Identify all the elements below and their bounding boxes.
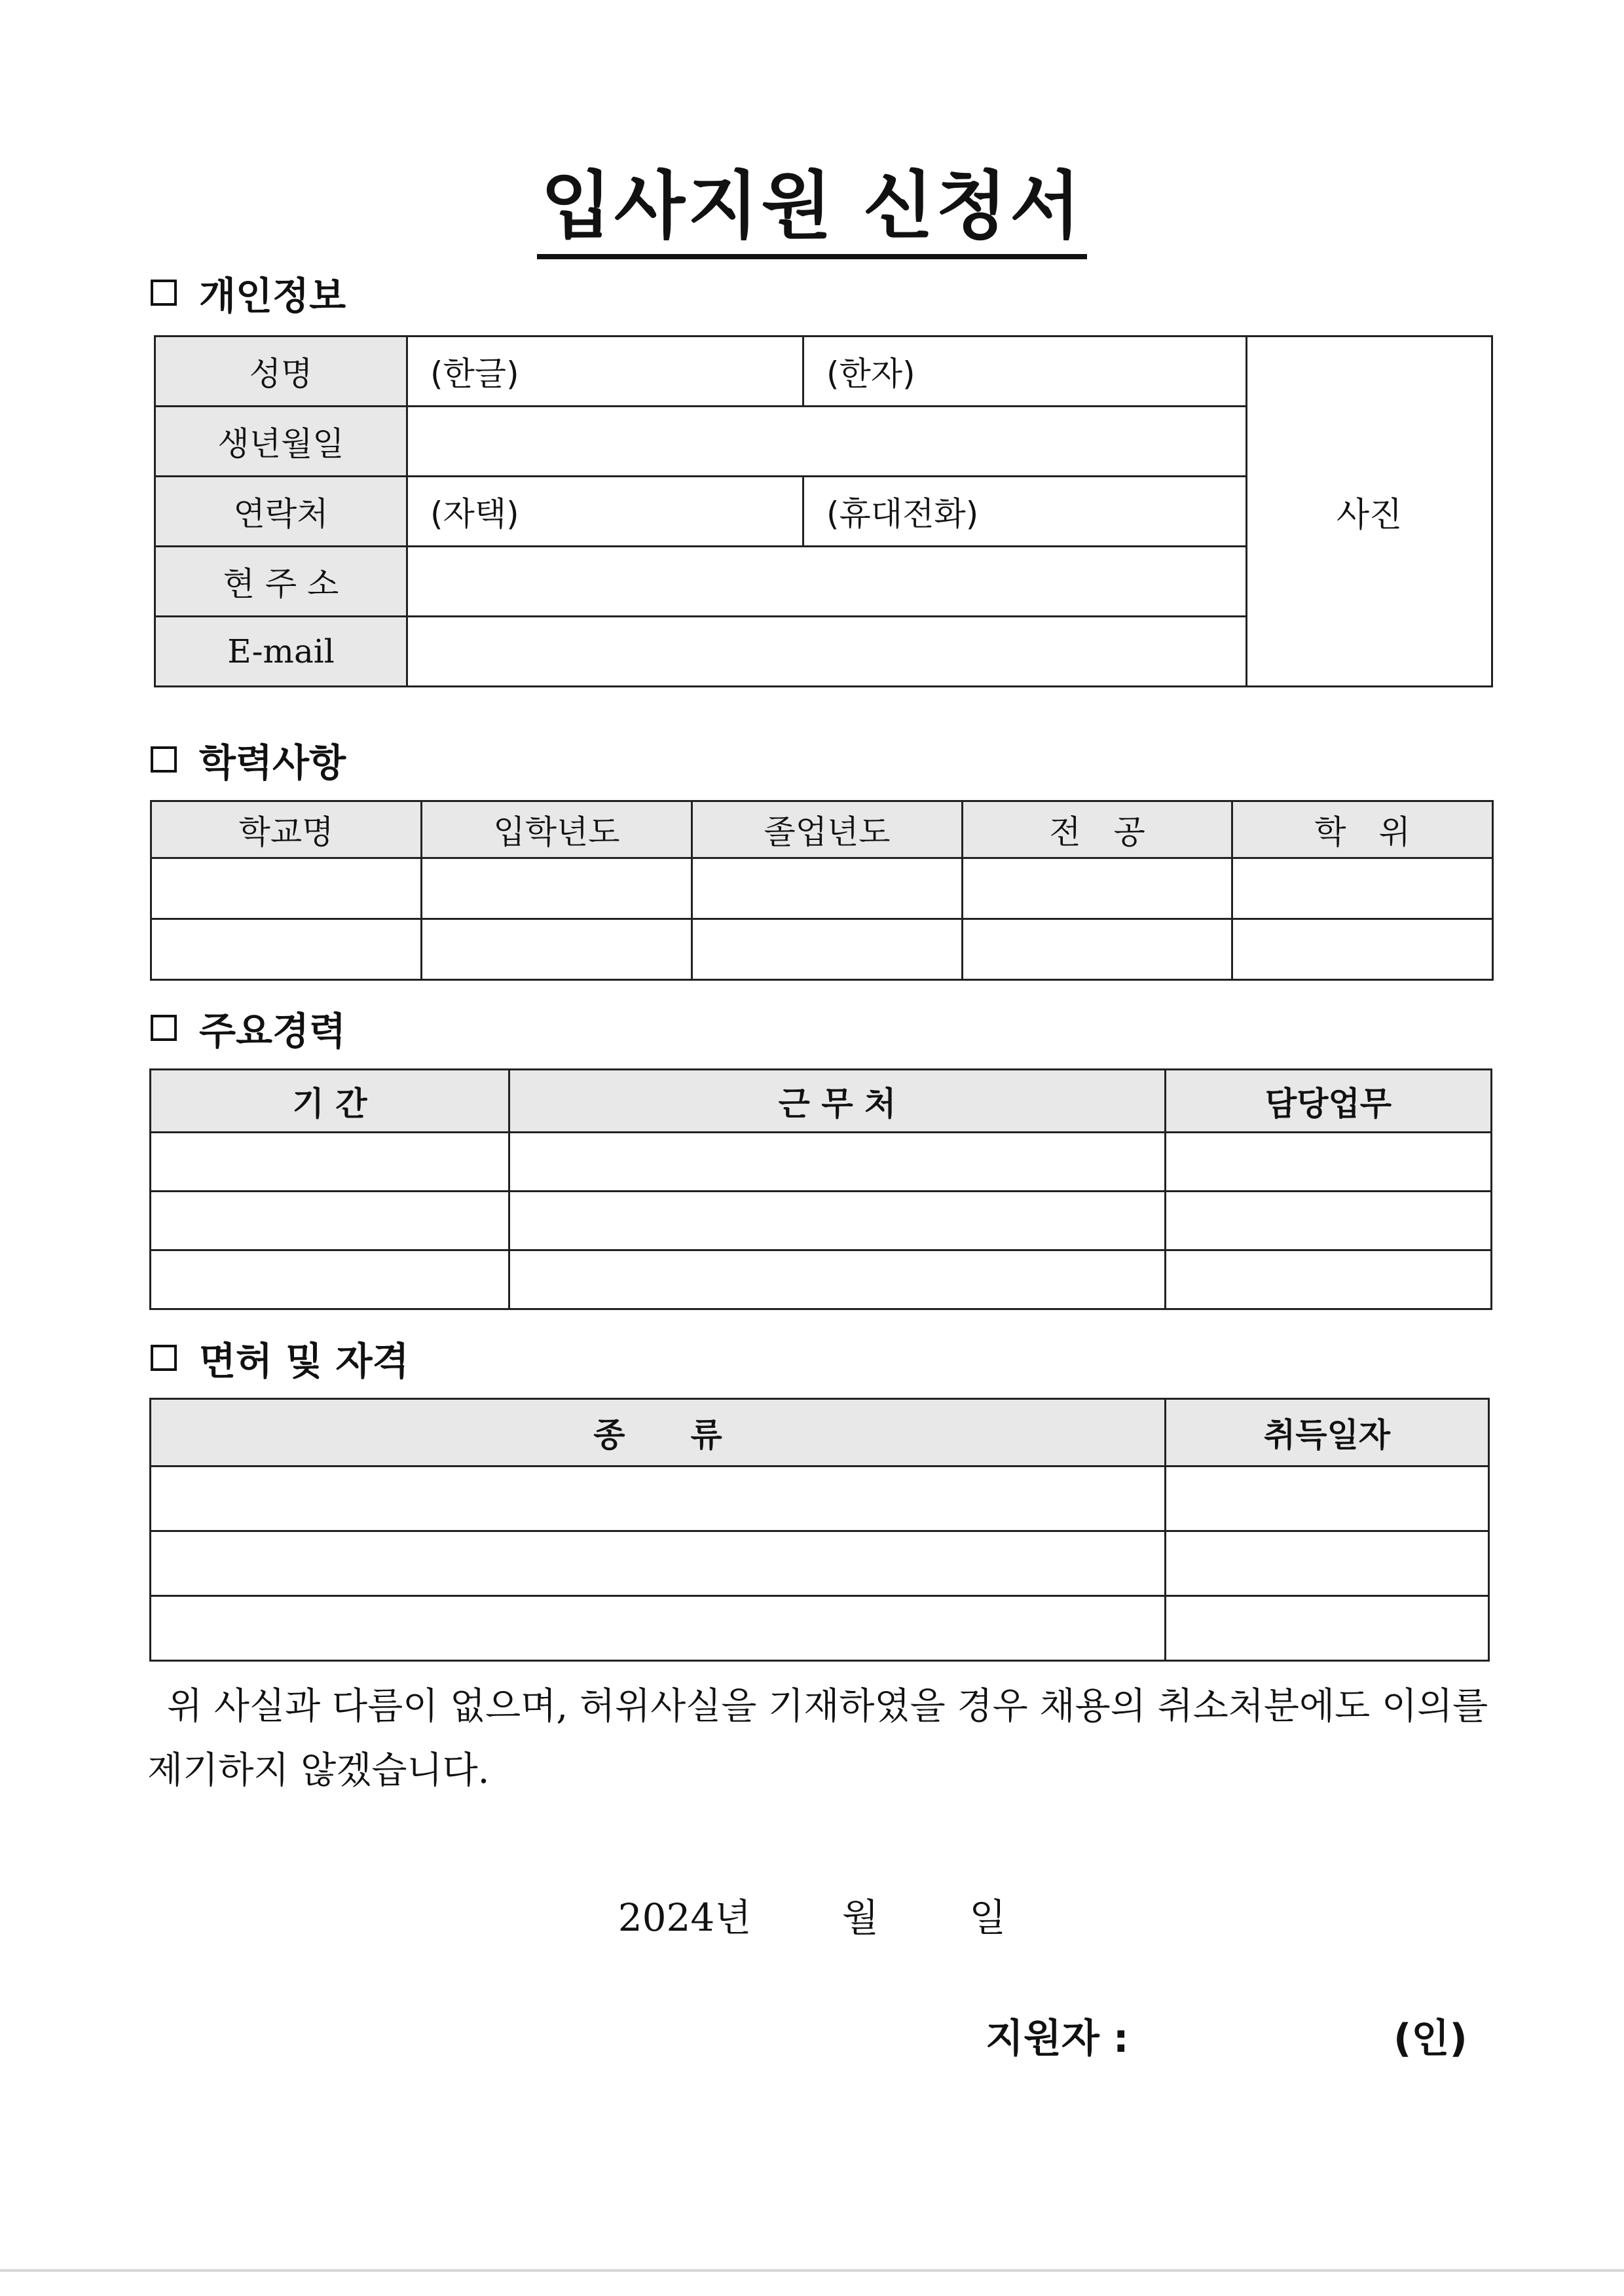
career-header-workplace: 근 무 처 (509, 1070, 1166, 1133)
education-header-entry-year: 입학년도 (422, 801, 692, 858)
address-field[interactable] (407, 547, 1247, 617)
table-row (151, 858, 1493, 919)
section-heading-personal: 개인정보 (151, 265, 346, 320)
table-row (151, 1192, 1492, 1250)
seal-mark[interactable]: (인) (1393, 2016, 1467, 2062)
education-cell[interactable] (963, 919, 1232, 980)
name-hanja-field[interactable]: (한자) (803, 337, 1247, 407)
address-label: 현 주 소 (155, 547, 407, 617)
career-cell[interactable] (509, 1133, 1166, 1192)
license-cell[interactable] (151, 1596, 1166, 1661)
career-cell[interactable] (151, 1250, 509, 1309)
name-label: 성명 (155, 337, 407, 407)
education-cell[interactable] (151, 858, 422, 919)
education-cell[interactable] (422, 858, 692, 919)
career-cell[interactable] (509, 1192, 1166, 1250)
scan-edge-line (0, 2269, 1624, 2272)
career-cell[interactable] (1166, 1250, 1492, 1309)
education-cell[interactable] (692, 919, 963, 980)
section-heading-education: 학력사항 (151, 732, 346, 787)
date-month: 월 (841, 1895, 879, 1940)
license-table (149, 1398, 1490, 1662)
education-cell[interactable] (1232, 919, 1493, 980)
education-cell[interactable] (963, 858, 1232, 919)
personal-info-table (154, 335, 1493, 687)
license-cell[interactable] (151, 1531, 1166, 1596)
declaration-text: 위 사실과 다름이 없으며, 허위사실을 기재하였을 경우 채용의 취소처분에도 이의를 제기하지 않겠습니다. (147, 1685, 1488, 1792)
license-cell[interactable] (1166, 1596, 1489, 1661)
checkbox-education[interactable] (151, 746, 177, 773)
license-cell[interactable] (1166, 1467, 1489, 1531)
contact-label: 연락처 (155, 477, 407, 547)
contact-mobile-field[interactable]: (휴대전화) (803, 477, 1247, 547)
table-row (151, 919, 1493, 980)
checkbox-license[interactable] (151, 1345, 177, 1371)
education-header-major: 전 공 (963, 801, 1232, 858)
checkbox-career[interactable] (151, 1015, 177, 1041)
email-label: E-mail (155, 617, 407, 687)
section-heading-career: 주요경력 (151, 1000, 346, 1055)
career-cell[interactable] (151, 1133, 509, 1192)
date-year: 2024년 (618, 1895, 752, 1940)
birth-field[interactable] (407, 407, 1247, 477)
education-cell[interactable] (692, 858, 963, 919)
career-table (149, 1068, 1492, 1310)
education-header-school: 학교명 (151, 801, 422, 858)
career-header-period: 기 간 (151, 1070, 509, 1133)
license-header-date: 취득일자 (1166, 1399, 1489, 1467)
name-korean-field[interactable]: (한글) (407, 337, 803, 407)
license-cell[interactable] (1166, 1531, 1489, 1596)
email-field[interactable] (407, 617, 1247, 687)
career-cell[interactable] (509, 1250, 1166, 1309)
applicant-label: 지원자 : (986, 2016, 1129, 2062)
document-title: 입사지원 신청서 (0, 147, 1624, 253)
birth-label: 생년월일 (155, 407, 407, 477)
table-row (151, 1531, 1489, 1596)
career-cell[interactable] (151, 1192, 509, 1250)
contact-home-field[interactable]: (자택) (407, 477, 803, 547)
education-cell[interactable] (151, 919, 422, 980)
checkbox-personal[interactable] (151, 280, 177, 306)
license-cell[interactable] (151, 1467, 1166, 1531)
education-header-degree: 학 위 (1232, 801, 1493, 858)
date-day: 일 (969, 1895, 1006, 1940)
table-row (151, 1596, 1489, 1661)
table-row (151, 1467, 1489, 1531)
education-header-graduation-year: 졸업년도 (692, 801, 963, 858)
section-heading-license: 면허 및 자격 (151, 1330, 409, 1385)
date-line (0, 1887, 1624, 1942)
license-header-type: 종 류 (151, 1399, 1166, 1467)
career-cell[interactable] (1166, 1133, 1492, 1192)
education-cell[interactable] (1232, 858, 1493, 919)
education-table (150, 800, 1494, 981)
career-header-duty: 담당업무 (1166, 1070, 1492, 1133)
table-row (151, 1133, 1492, 1192)
photo-area[interactable]: 사진 (1247, 337, 1492, 687)
table-row (151, 1250, 1492, 1309)
career-cell[interactable] (1166, 1192, 1492, 1250)
education-cell[interactable] (422, 919, 692, 980)
